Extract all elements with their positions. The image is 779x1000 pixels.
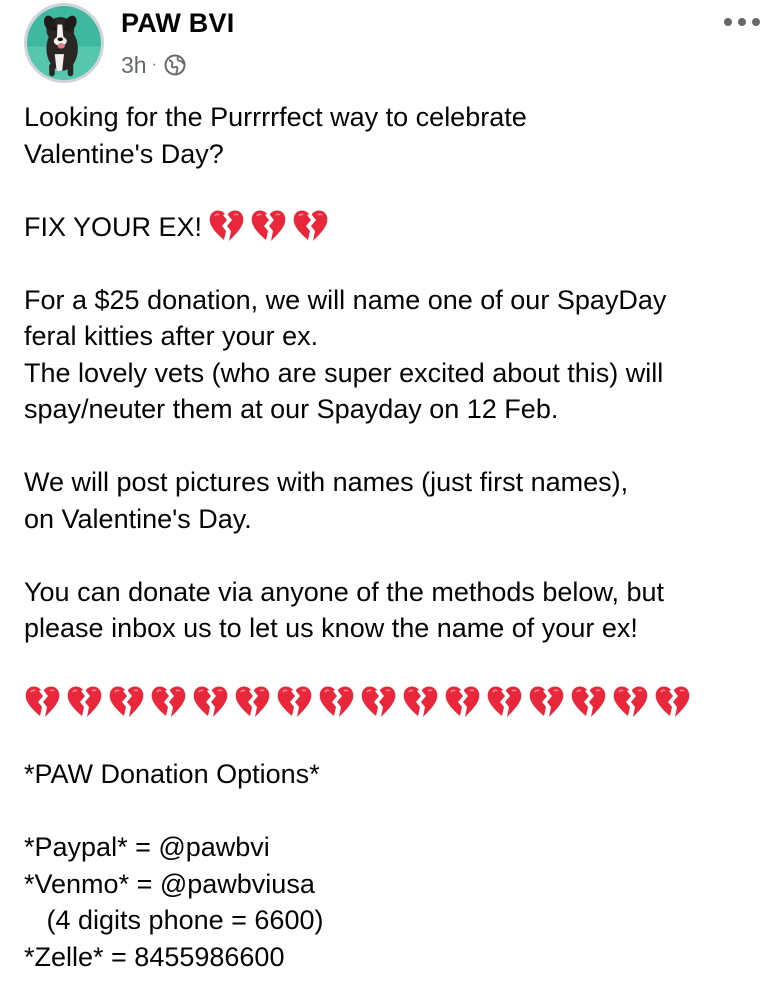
broken-heart-icon (402, 685, 439, 719)
spacer (24, 172, 769, 209)
broken-heart-icon (318, 685, 355, 719)
more-dot (752, 18, 760, 26)
broken-heart-icon (612, 685, 649, 719)
venmo-note: (4 digits phone = 6600) (24, 905, 324, 936)
broken-heart-icon (192, 685, 229, 719)
dog-avatar-icon (27, 6, 101, 80)
broken-heart-icon (654, 685, 691, 719)
fix-text: FIX YOUR EX! (24, 211, 203, 242)
broken-heart-icon (108, 685, 145, 719)
intro-line-1: Looking for the Purrrrfect way to celebrate (24, 102, 527, 132)
post-time[interactable]: 3h (121, 51, 147, 78)
fix-hearts (208, 209, 334, 243)
broken-heart-icon (150, 685, 187, 719)
donation-line-2: feral kitties after your ex. (24, 321, 319, 352)
donate-line-2: please inbox us to let us know the name of your ex! (24, 613, 638, 644)
spacer (24, 793, 769, 830)
post-line-2: on Valentine's Day. (24, 503, 252, 534)
more-dot (738, 18, 746, 26)
post-line-1: We will post pictures with names (just first names), (24, 467, 629, 498)
page-avatar[interactable] (24, 3, 104, 83)
post-text (24, 99, 769, 975)
page-name[interactable]: PAW BVI (121, 8, 235, 38)
paypal-line: *Paypal* = @pawbvi (24, 832, 270, 863)
post-header (0, 0, 779, 95)
broken-heart-icon (360, 685, 397, 719)
broken-heart-icon (276, 685, 313, 719)
globe-icon (164, 54, 186, 76)
vets-line-1: The lovely vets (who are super excited about this) will (24, 357, 664, 388)
meta-separator: · (151, 56, 157, 73)
spacer (24, 537, 769, 574)
options-title: *PAW Donation Options* (24, 759, 320, 790)
broken-heart-icon (250, 209, 287, 243)
broken-heart-icon (528, 685, 565, 719)
broken-heart-icon (66, 685, 103, 719)
donate-line-1: You can donate via anyone of the methods below, but (24, 576, 664, 607)
broken-heart-row (24, 683, 769, 720)
broken-heart-icon (24, 685, 61, 719)
broken-heart-icon (444, 685, 481, 719)
spacer (24, 720, 769, 757)
vets-line-2: spay/neuter them at our Spayday on 12 Feb. (24, 394, 559, 425)
spacer (24, 245, 769, 282)
more-options-button[interactable] (722, 8, 762, 36)
venmo-line: *Venmo* = @pawbviusa (24, 868, 315, 899)
broken-heart-icon (570, 685, 607, 719)
donation-line-1: For a $25 donation, we will name one of our SpayDay (24, 284, 667, 315)
intro-line-2: Valentine's Day? (24, 138, 224, 169)
spacer (24, 428, 769, 465)
broken-heart-icon (486, 685, 523, 719)
zelle-line: *Zelle* = 8455986600 (24, 941, 285, 972)
more-dot (724, 18, 732, 26)
spacer (24, 647, 769, 684)
fix-line (24, 209, 769, 246)
broken-heart-icon (234, 685, 271, 719)
broken-heart-icon (208, 209, 245, 243)
broken-heart-icon (292, 209, 329, 243)
post-meta (121, 50, 186, 80)
